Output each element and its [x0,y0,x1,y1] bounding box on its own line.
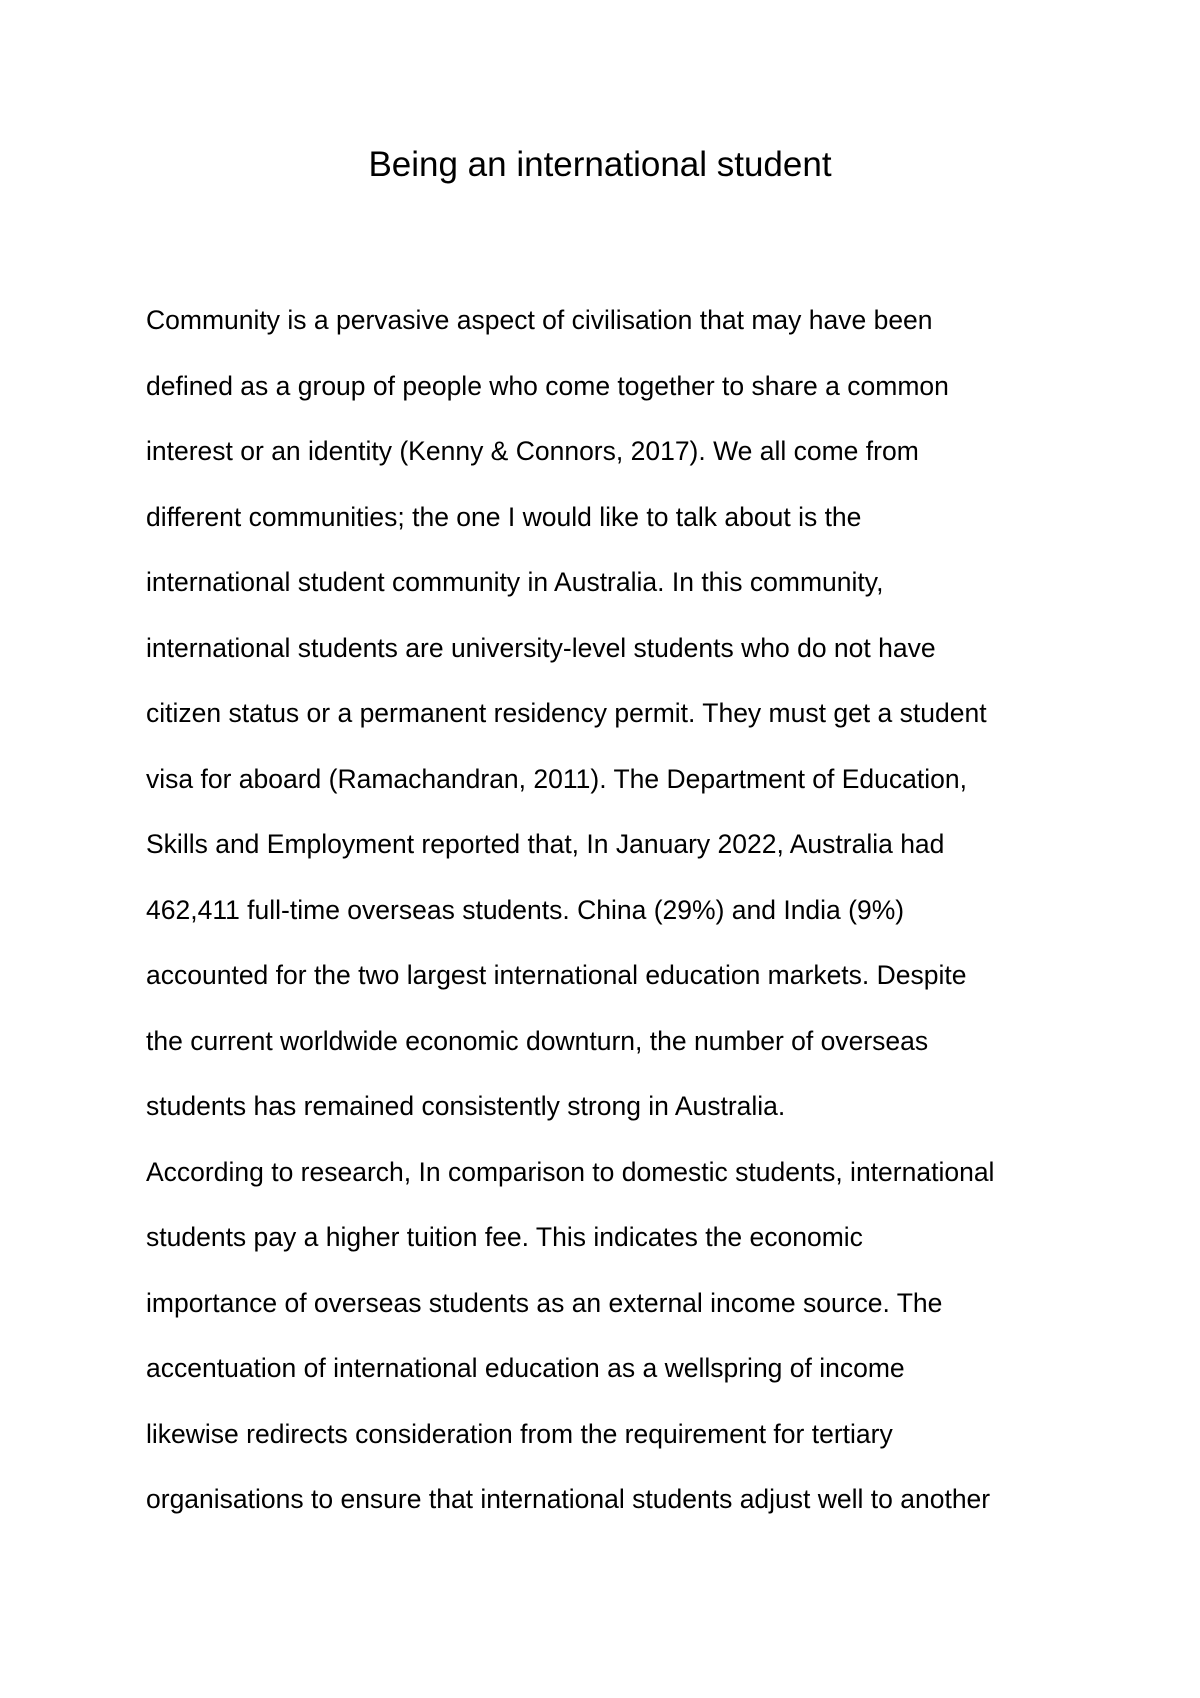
body-line: international students are university-level students who do not have [146,633,936,663]
body-line: different communities; the one I would like to talk about is the [146,502,862,532]
body-line: likewise redirects consideration from the requirement for tertiary [146,1419,893,1449]
body-line: students pay a higher tuition fee. This indicates the economic [146,1222,863,1252]
body-line: citizen status or a permanent residency permit. They must get a student [146,698,987,728]
body-line: 462,411 full-time overseas students. China (29%) and India (9%) [146,895,905,925]
body-line: visa for aboard (Ramachandran, 2011). The Department of Education, [146,764,967,794]
document-title: Being an international student [368,145,832,184]
body-line: According to research, In comparison to domestic students, international [146,1157,995,1187]
body-line: students has remained consistently strong in Australia. [146,1091,786,1121]
body-line: organisations to ensure that international students adjust well to another [146,1484,991,1514]
body-line: the current worldwide economic downturn, the number of overseas [146,1026,929,1056]
body-line: accounted for the two largest international education markets. Despite [146,960,967,990]
body-line: Community is a pervasive aspect of civilisation that may have been [146,305,933,335]
body-line: accentuation of international education as a wellspring of income [146,1353,905,1383]
body-line: international student community in Australia. In this community, [146,567,884,597]
body-line: importance of overseas students as an external income source. The [146,1288,943,1318]
body-line: interest or an identity (Kenny & Connors, 2017). We all come from [146,436,919,466]
body-line: defined as a group of people who come together to share a common [146,371,949,401]
body-line: Skills and Employment reported that, In January 2022, Australia had [146,829,945,859]
